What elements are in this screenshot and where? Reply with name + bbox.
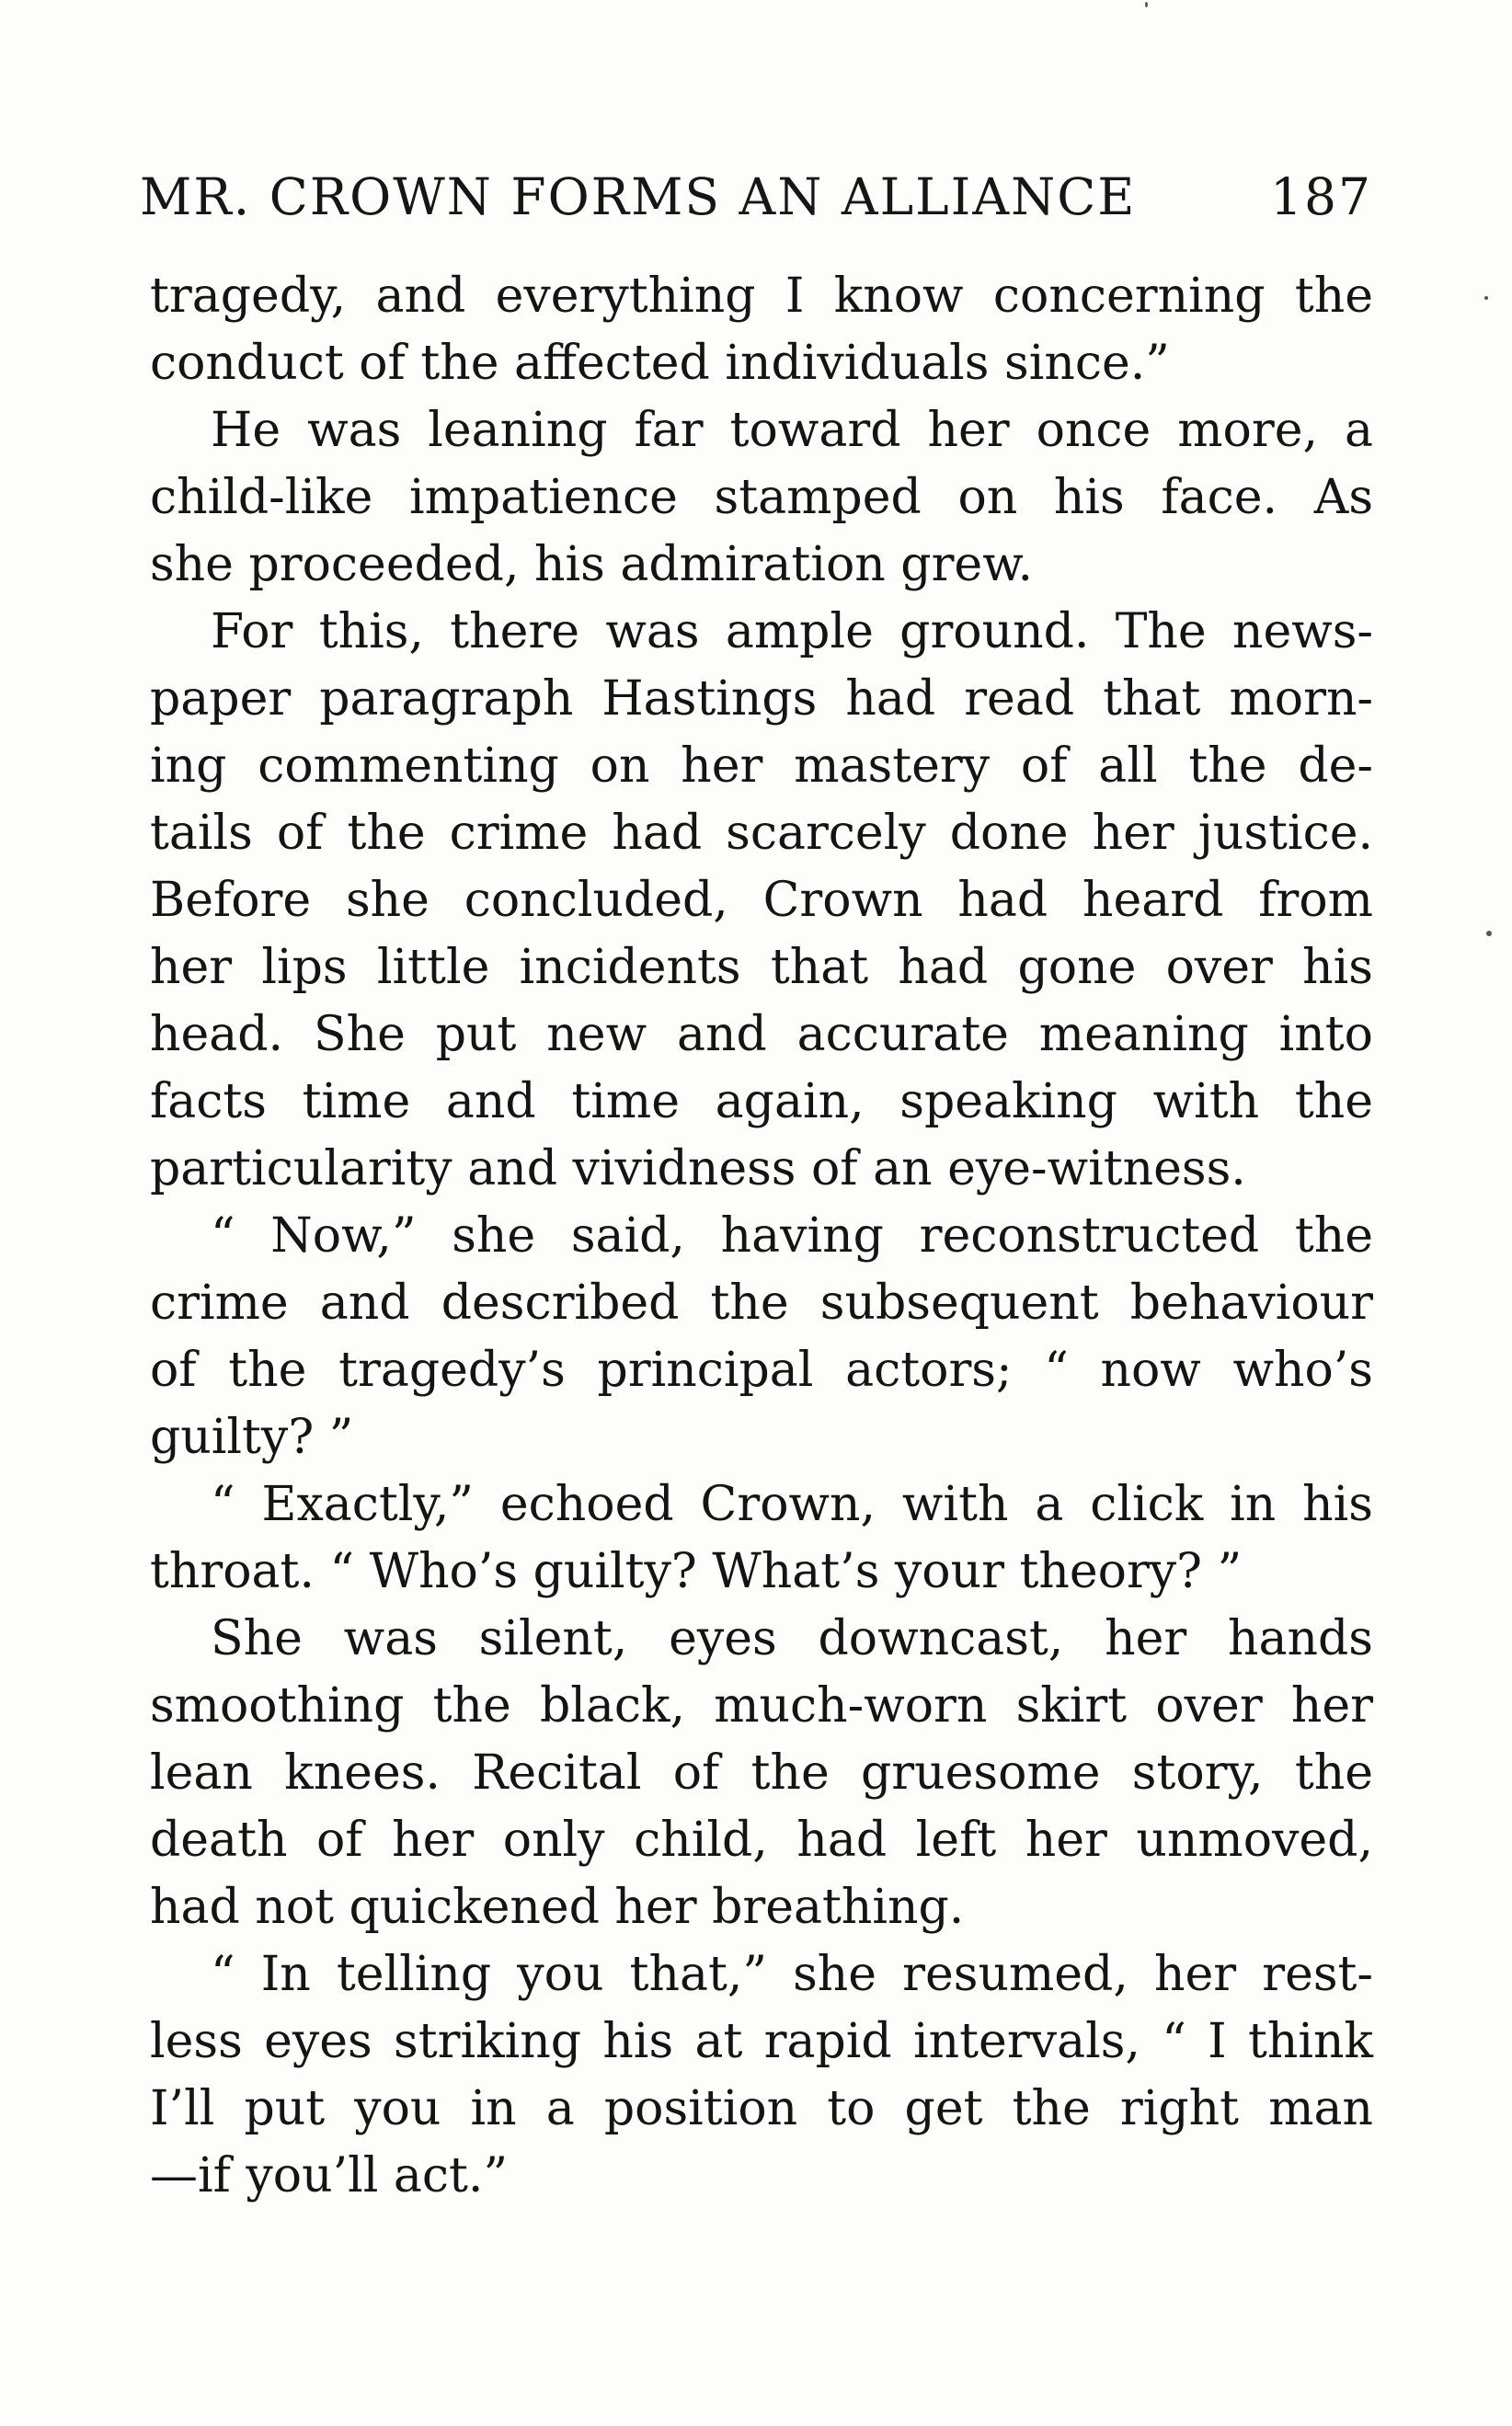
text-line: For this, there was ample ground. The news- [211,604,1373,659]
text-line: She was silent, eyes downcast, her hands [211,1611,1373,1666]
text-line: ing commenting on her mastery of all the de- [150,738,1373,794]
text-line: He was leaning far toward her once more, a [211,403,1373,458]
text-line: conduct of the affected individuals since.” [150,336,1170,391]
paper-speck [1484,296,1488,300]
body-text [150,263,1373,2210]
running-header [140,167,1372,232]
text-line: facts time and time again, speaking with the [150,1074,1373,1129]
text-line: of the tragedy’s principal actors; “ now who’s [150,1343,1373,1398]
text-line: smoothing the black, much-worn skirt over her [150,1678,1373,1734]
text-line: death of her only child, had left her unmoved, [150,1813,1373,1868]
text-line: lean knees. Recital of the gruesome story, the [150,1745,1373,1801]
text-line: paper paragraph Hastings had read that morn- [150,671,1373,727]
text-line: I’ll put you in a position to get the right man [150,2081,1373,2136]
text-line: had not quickened her breathing. [150,1880,965,1935]
text-line: tragedy, and everything I know concerning the [150,269,1373,324]
text-line: “ Now,” she said, having reconstructed the [211,1208,1373,1264]
text-line: less eyes striking his at rapid intervals, “ I think [150,2014,1373,2069]
text-line: she proceeded, his admiration grew. [150,537,1034,592]
text-line: tails of the crime had scarcely done her justice. [150,806,1373,861]
text-line: crime and described the subsequent behaviour [150,1276,1373,1331]
text-line: Before she concluded, Crown had heard from [150,873,1373,928]
text-line: head. She put new and accurate meaning into [150,1007,1373,1062]
text-line: child-like impatience stamped on his face. As [150,470,1373,525]
text-line: throat. “ Who’s guilty? What’s your theory? ” [150,1544,1243,1599]
text-line: “ In telling you that,” she resumed, her rest- [211,1947,1373,2002]
text-line: “ Exactly,” echoed Crown, with a click in his [211,1477,1373,1532]
paper-speck [1145,2,1148,7]
page-number: 187 [1270,167,1372,226]
text-line: particularity and vividness of an eye-witness. [150,1141,1246,1196]
running-title: MR. CROWN FORMS AN ALLIANCE [140,167,1137,226]
text-line: guilty? ” [150,1410,354,1465]
text-line: her lips little incidents that had gone over his [150,940,1373,995]
text-line: —if you’ll act.” [150,2148,509,2203]
paper-speck [1486,931,1492,936]
